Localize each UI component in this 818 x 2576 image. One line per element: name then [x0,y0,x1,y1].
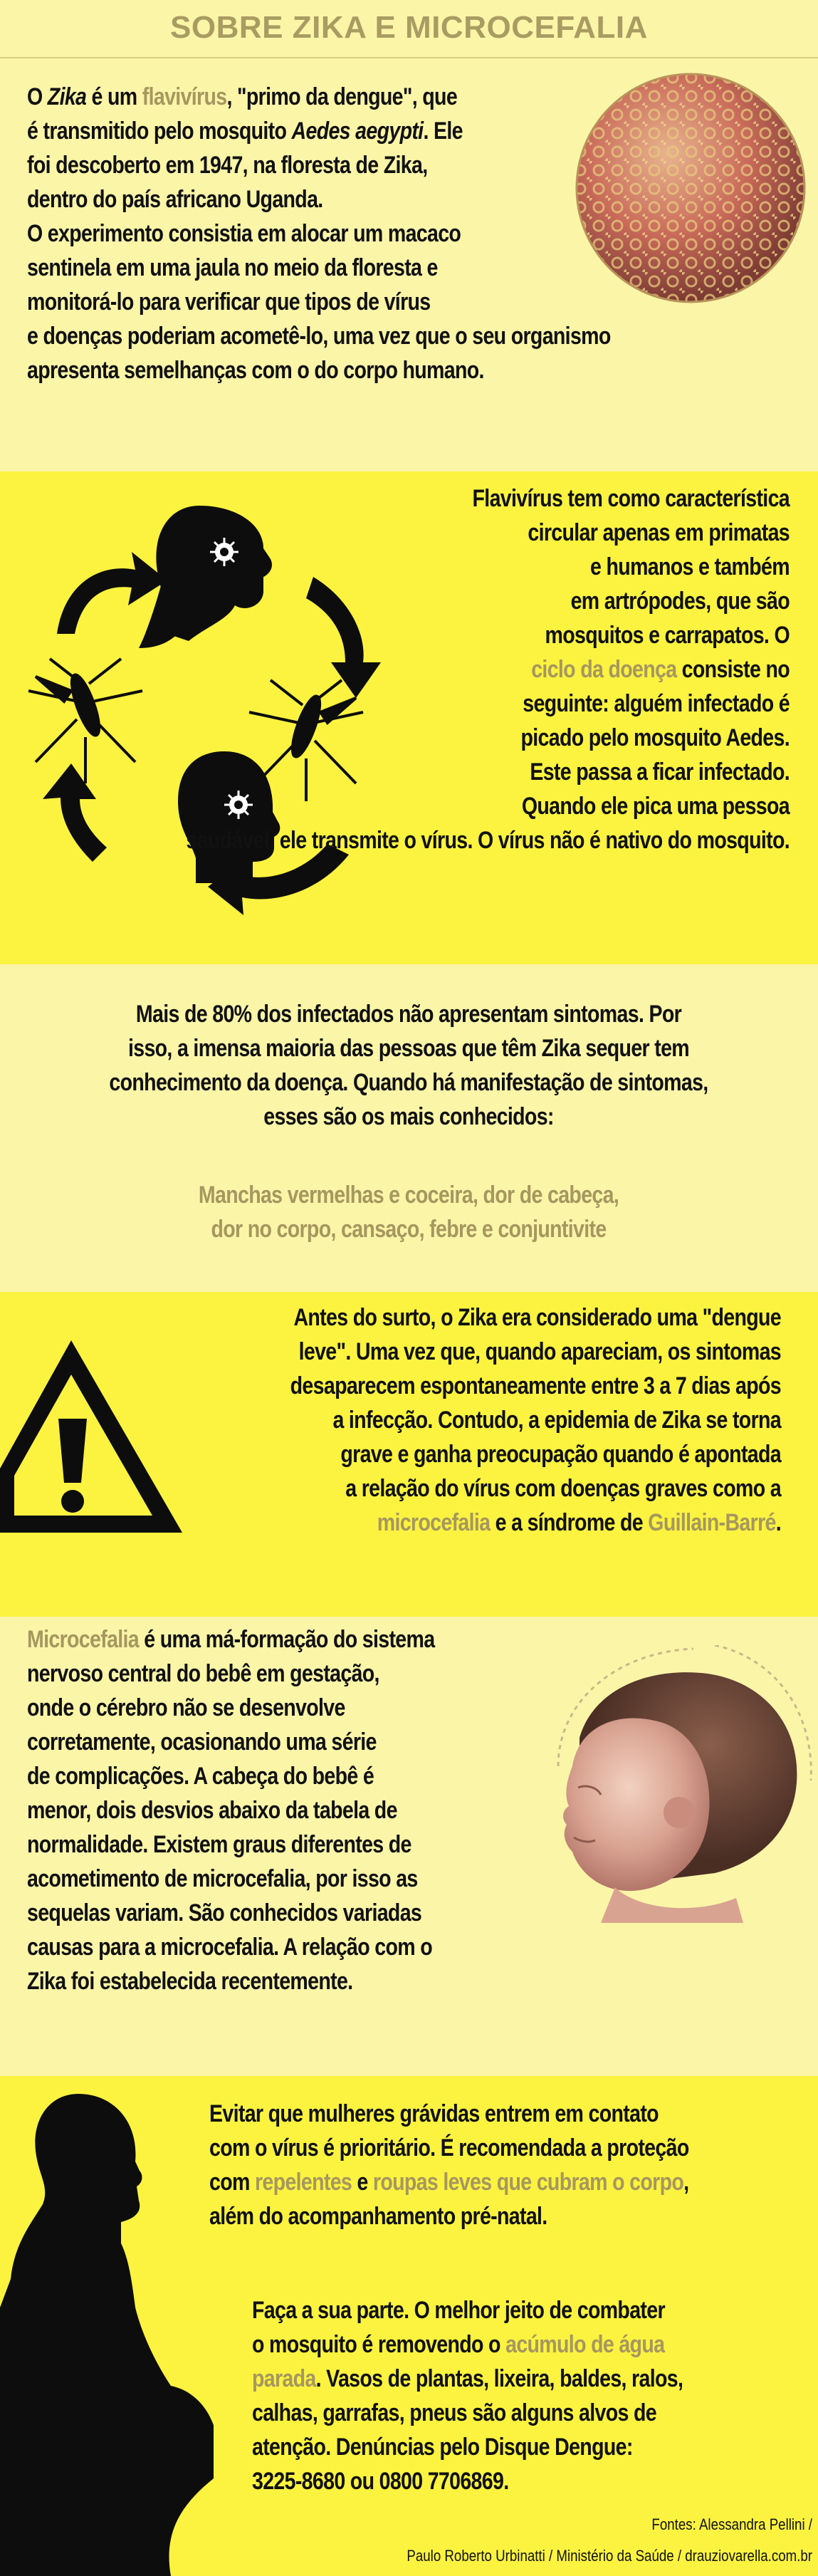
text-run: com [209,2169,255,2196]
baby-head-icon [530,1645,814,1923]
text-line [252,2362,818,2396]
text-run: atenção. Denúncias pelo Disque Dengue: [252,2434,633,2461]
text-line [72,823,790,857]
text-run: e [352,2169,373,2196]
text-run: de complicações. A cabeça do bebê é [27,1763,374,1790]
text-line [63,1300,781,1335]
text-run: desaparecem espontaneamente entre 3 a 7 dias após [290,1372,781,1399]
text-run: sentinela em uma jaula no meio da floresta e [27,254,438,281]
highlight-term: dor no corpo, cansaço, febre e conjuntivite [211,1216,607,1243]
text-run: . [775,1509,781,1536]
text-run: conhecimento da doença. Quando há manifestação de sintomas, [109,1069,708,1096]
text-run: além do acompanhamento pré-natal. [209,2203,547,2230]
text-run: O [27,83,48,110]
text-line [252,2293,818,2327]
text-line [72,618,790,652]
text-line [72,584,790,618]
highlight-term: Guillain-Barré [648,1509,776,1536]
text-run: em artrópodes, que são [570,588,790,615]
text-run: normalidade. Existem graus diferentes de [27,1831,411,1858]
text-run: consiste no [676,656,790,683]
text-run: Zika [47,83,87,110]
text-run: a infecção. Contudo, a epidemia de Zika se torna [332,1407,781,1434]
text-run: menor, dois desvios abaixo da tabela de [27,1797,397,1824]
page-title: SOBRE ZIKA E MICROCEFALIA [170,10,648,45]
text-run: . Ele [423,118,463,145]
highlight-term: microcefalia [377,1509,491,1536]
text-run: causas para a microcefalia. A relação com o [27,1934,433,1961]
highlight-term: parada [252,2365,316,2392]
text-run: e doenças poderiam acometê-lo, uma vez que o seu organismo [27,323,611,350]
text-line [63,1403,781,1437]
text-run: nervoso central do bebê em gestação, [27,1660,379,1687]
text-line [63,1369,781,1403]
text-run: é transmitido pelo mosquito [27,118,292,145]
highlight-term: ciclo da doença [531,656,677,683]
footer-sources-1: Fontes: Alessandra Pellini / [651,2515,812,2533]
text-line [27,1930,745,1964]
text-run: onde o cérebro não se desenvolve [27,1694,345,1721]
text-line [50,1178,767,1212]
virus-illustration-icon [571,68,810,308]
text-run: , [683,2169,689,2196]
text-run: Zika foi estabelecida recentemente. [27,1968,353,1995]
text-line [252,2396,818,2430]
text-run: foi descoberto em 1947, na floresta de Zika, [27,152,428,179]
text-run: Este passa a ficar infectado. [530,758,790,786]
text-line [63,1335,781,1369]
text-run: e a síndrome de [490,1509,649,1536]
text-run: e humanos e também [590,553,790,580]
text-line [63,1437,781,1471]
text-run: a relação do vírus com doenças graves como a [345,1475,782,1502]
text-run: mosquitos e carrapatos. O [545,622,790,649]
text-run: Quando ele pica uma pessoa [521,793,790,820]
text-line [72,550,790,584]
text-line [209,2199,818,2233]
text-run: esses são os mais conhecidos: [263,1103,554,1130]
action-text [252,2293,818,2498]
text-line [50,1212,767,1246]
text-run: acometimento de microcefalia, por isso as [27,1865,418,1892]
text-run: leve". Uma vez que, quando apareciam, os sintomas [298,1338,782,1365]
text-line [252,2430,818,2464]
text-line [50,1100,767,1134]
text-run: saudável, ele transmite o vírus. O vírus não é nativo do mosquito. [186,827,790,854]
text-run: Evitar que mulheres grávidas entrem em contato [209,2100,659,2127]
text-line [72,721,790,755]
pregnancy-text [209,2097,818,2233]
text-line [50,1031,767,1065]
text-run: Flavivírus tem como característica [472,485,790,512]
text-run: Antes do surto, o Zika era considerado uma "dengue [293,1304,781,1331]
text-line [50,997,767,1031]
highlight-term: Manchas vermelhas e coceira, dor de cabeça, [198,1182,619,1209]
text-run: dentro do país africano Uganda. [27,186,323,213]
text-line [72,516,790,550]
text-run: Faça a sua parte. O melhor jeito de combater [252,2297,665,2324]
text-line [209,2097,818,2131]
text-run: grave e ganha preocupação quando é apontada [340,1441,782,1468]
highlight-term: Microcefalia [27,1626,140,1653]
text-run: O experimento consistia em alocar um macaco [27,220,461,247]
text-line [72,789,790,823]
highlight-term: flavivírus [142,83,227,110]
text-run: com o vírus é prioritário. É recomendada a proteção [209,2134,689,2162]
text-run: circular apenas em primatas [528,519,790,546]
text-line [209,2131,818,2165]
text-run: isso, a imensa maioria das pessoas que têm Zika sequer tem [127,1035,690,1062]
text-run: monitorá-lo para verificar que tipos de vírus [27,288,431,316]
text-run: apresenta semelhanças com o do corpo humano. [27,357,484,384]
text-run: o mosquito é removendo o [252,2331,506,2358]
text-line [252,2327,818,2362]
text-line [72,755,790,789]
text-run: seguinte: alguém infectado é [523,690,790,717]
text-run: Mais de 80% dos infectados não apresentam sintomas. Por [135,1001,682,1028]
title-divider [0,57,818,58]
text-line [50,1065,767,1100]
text-line [63,1471,781,1506]
text-run: , "primo da dengue", que [226,83,458,110]
text-run: Aedes aegypti [291,118,424,145]
text-line [27,1964,745,1998]
text-run: é uma má-formação do sistema [139,1626,435,1653]
text-line [209,2165,818,2199]
text-run: sequelas variam. São conhecidos variadas [27,1899,422,1926]
text-line [27,319,745,353]
footer-sources-2: Paulo Roberto Urbinatti / Ministério da Saúde / drauziovarella.com.br [407,2547,812,2565]
text-line [72,687,790,721]
text-line [63,1506,781,1540]
text-run: é um [86,83,142,110]
text-line [252,2464,818,2498]
warning-text [63,1300,781,1540]
text-run: calhas, garrafas, pneus são alguns alvos de [252,2399,656,2426]
highlight-term: acúmulo de água [505,2331,665,2358]
text-run: picado pelo mosquito Aedes. [520,724,790,751]
text-run: . Vasos de plantas, lixeira, baldes, ralos, [315,2365,683,2392]
text-line [72,481,790,516]
symptoms-list [50,1178,767,1246]
text-run: corretamente, ocasionando uma série [27,1728,377,1756]
symptoms-text [50,997,767,1134]
text-line [72,652,790,687]
highlight-term: roupas leves que cubram o corpo [372,2169,684,2196]
pregnant-silhouette-icon [0,2080,214,2576]
text-line [27,353,745,387]
cycle-text [72,481,790,857]
text-run: 3225-8680 ou 0800 7706869. [252,2468,509,2495]
highlight-term: repelentes [254,2169,352,2196]
